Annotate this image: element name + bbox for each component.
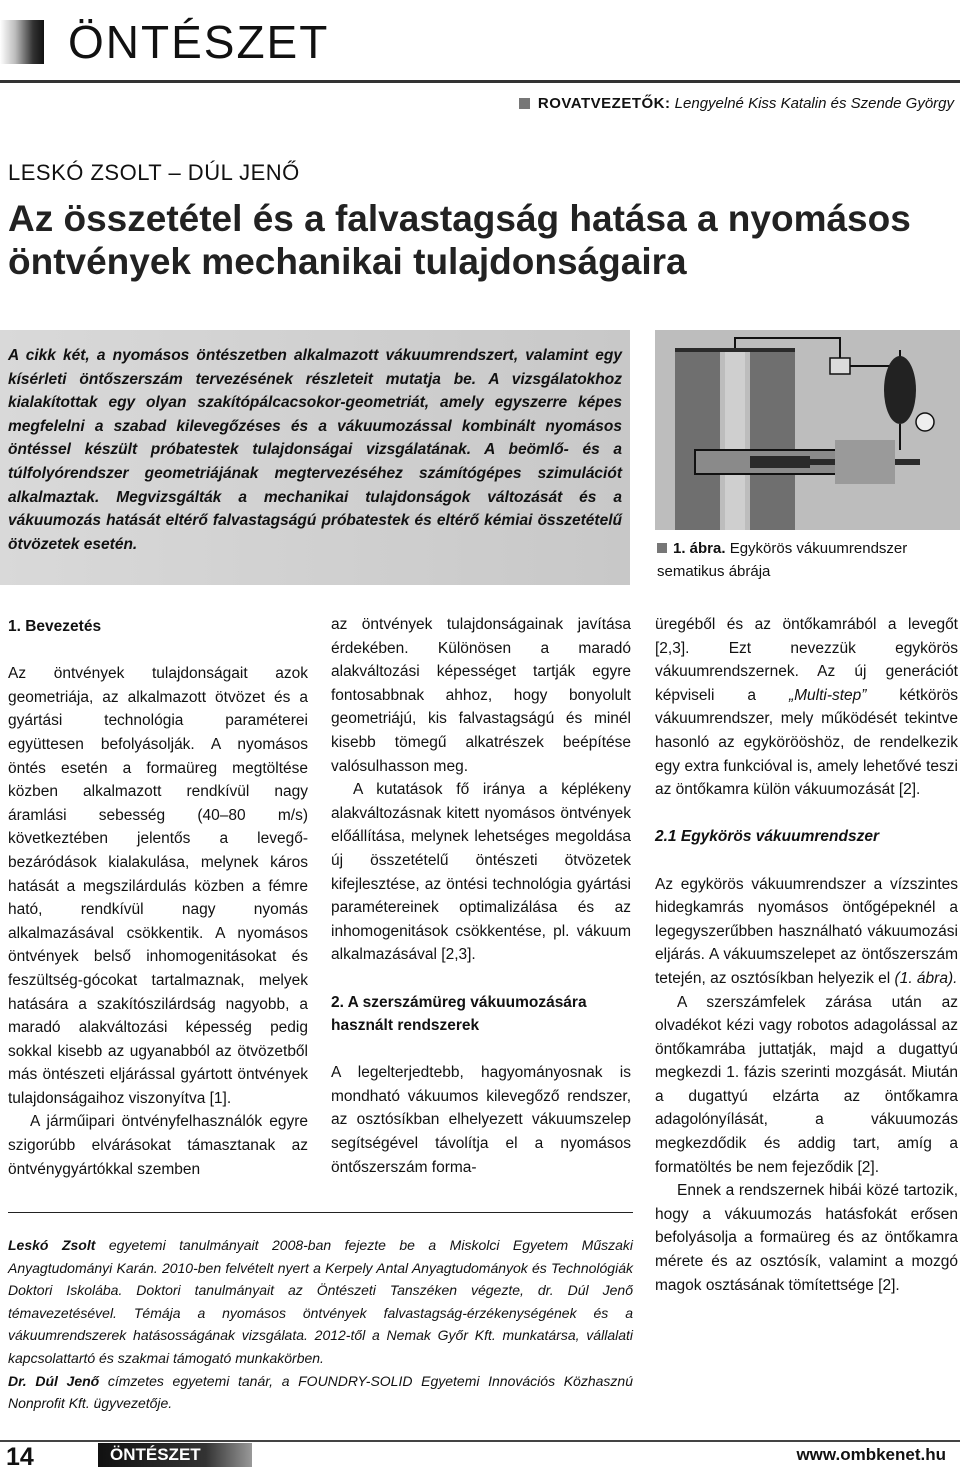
paragraph: A szerszámfelek zárása után az olvadékot kézi vagy robotos adagolással az öntőkamrába juttatják, majd a dugattyú megkezdi 1. fázis szerinti mozgását. Miután a dugattyú elzárta az öntőkamra adagolónyílását, a vákuumozás megkezdődik és addig tart, amíg a formatöltés be nem fejeződik [2]. [655, 993, 958, 1176]
square-bullet-icon [657, 543, 667, 553]
text-run: Az egykörös vákuumrendszer a vízszintes hidegkamrás nyomásos öntőgépeknél a legegyszerűbben használható vákuumozási eljárás. A vákuumszelepet az öntőszerszám tetején, az osztósíkban helyezik el [655, 875, 958, 987]
article-title: Az összetétel és a falvastagság hatása a nyomásos öntvények mechanikai tulajdonságaira [8, 198, 911, 282]
paragraph: Az öntvények tulajdonságait azok geometriája, az alkalmazott ötvözet és a gyártási technológia paraméterei együttesen befolyásolják. A nyomásos öntés esetén a formaüreg megtöltése közben alkalmazott rendkívül nagy áramlási sebesség (40–80 m/s) következtében jelentős a levegő-bezáródások kialakulása, melynek káros hatását a megszilárdulás közben a fémre ható, rendkívül nagy nyomás alkalmazásával csökkentik. A nyomásos öntvények belső inhomogenitásokat és feszültség-gócokat tartalmaznak, melyek hatására a szakítószilárdság nagyobb, a maradó alakváltozási képesség pedig sokkal kisebb az ugyanabból az ötvözetből más öntészeti eljárással gyártott öntvények tulajdonságaihoz viszonyítva [1]. [8, 665, 308, 1107]
bio-name: Dr. Dúl Jenő [8, 1372, 100, 1389]
bio-name: Leskó Zsolt [8, 1237, 96, 1253]
column-editors-label: ROVATVEZETŐK: [537, 95, 671, 112]
text-run: üregéből és az öntőkamrából a levegőt [2,3]. Ezt nevezzük egykörös vákuumrendszernek. Az új generációt képviseli a [655, 616, 958, 704]
bio-text: címzetes egyetemi tanár, a FOUNDRY-SOLID Egyetemi Innovációs Közhasznú Nonprofit Kft. ügyvezetője. [8, 1372, 633, 1412]
footer-url[interactable]: www.ombkenet.hu [796, 1445, 946, 1464]
section-heading-vacuum-systems: 2. A szerszámüreg vákuumozására használt rendszerek [331, 993, 587, 1035]
bio-divider [8, 1212, 633, 1213]
square-bullet-icon [519, 98, 530, 109]
header-divider [0, 80, 960, 83]
bio-text: egyetemi tanulmányait 2008-ban fejezte be a Miskolci Egyetem Műszaki Anyagtudományi Karán. 2010-ben felvételt nyert a Kerpely Antal Anyagtudományok és Technológiák Doktori Iskolába. Doktori tanulmányait az Öntészeti Tanszéken végezte, dr. Dúl Jenő témavezetésével. Témája a nyomásos öntvények falvastagság-érzékenységének és a vákuumrendszerek hatásosságának vizsgálata. 2012-től a Nemak Győr Kft. munkatársa, vállalati kapcsolattartó és szakmai támogató munkakörben. [8, 1237, 633, 1366]
section-marker-icon [0, 20, 44, 64]
section-title: ÖNTÉSZET [68, 16, 330, 68]
figure-label: 1. ábra. [673, 540, 726, 557]
paragraph: A kutatások fő iránya a képlékeny alakváltozásnak kitett nyomásos öntvények előállítása, melynek lehetséges megoldása új összetételű öntészeti ötvözetek kifejlesztése, az öntési technológia gyártási paramétereinek optimalizálása és az inhomogenitások csökkentése, pl. vákuum alkalmazásával [2,3]. [331, 781, 631, 964]
section-heading-single-circuit: 2.1 Egykörös vákuumrendszer [655, 828, 879, 846]
abstract-text: A cikk két, a nyomásos öntészetben alkalmazott vákuumrendszert, valamint egy kísérleti öntőszerszám tervezésének részleteit mutatja be. A vizsgálatokhoz kialakítottak egy olyan szakítópálcacsokor-geometriát, amely egyszerre képes megfelelni a szabad kilevegőzéses és a vákuumozással kombinált nyomásos öntéssel készült próbatestek tulajdonságai vizsgálatának. A beömlő- és a túlfolyórendszer geometriájának megtervezéséhez számítógépes szimulációt alkalmaztak. Megvizsgálták a mechanikai tulajdonságok változását és a vákuumozás hatását eltérő falvastagságú próbatestek és eltérő kémiai összetételű ötvözetek esetén. [8, 347, 622, 553]
figure-caption [657, 537, 957, 583]
text-column-3 [655, 613, 958, 1297]
paragraph [655, 613, 958, 802]
paragraph: A járműipari öntvényfelhasználók egyre szigorúbb elvárásokat támasztanak az öntvénygyártókkal szemben [8, 1113, 308, 1178]
column-editors-names: Lengyelné Kiss Katalin és Szende György [670, 95, 954, 112]
paragraph: A legelterjedtebb, hagyományosnak is mondható vákuumos kilevegőző rendszer, az osztósíkban elhelyezett vákuumszelep segítségével távolítja el a nyomásos öntőszerszám forma- [331, 1064, 631, 1176]
paragraph [655, 873, 958, 991]
page-number: 14 [6, 1443, 34, 1471]
abstract-box [0, 330, 630, 585]
article-authors: LESKÓ ZSOLT – DÚL JENŐ [8, 160, 300, 185]
section-heading-intro: 1. Bevezetés [8, 618, 102, 635]
emphasis-text: (1. ábra). [894, 969, 958, 987]
text-column-2 [331, 613, 631, 1179]
footer-section-tag: ÖNTÉSZET [98, 1443, 252, 1467]
vacuum-system-schematic [655, 330, 960, 530]
text-column-1 [8, 615, 308, 1181]
footer-divider [0, 1440, 960, 1442]
paragraph: Ennek a rendszernek hibái közé tartozik, hogy a vákuumozás hatásfokát erősen befolyásolja a formaüreg és az öntőkamra mérete és az osztósík, valamint a mozgó magok osztásának tömítettsége [2]. [655, 1182, 958, 1294]
figure-caption-text: Egykörös vákuumrendszer sematikus ábrája [657, 540, 908, 580]
paragraph: az öntvények tulajdonságainak javítása érdekében. Különösen a maradó alakváltozási képességet tartják egyre fontosabbnak ahhoz, hogy bonyolult geometriájú, kis falvastagságú és minél kisebb tömegű alkatrészek beépítése valósulhasson meg. [331, 616, 631, 775]
text-run: kétkörös vákuumrendszer, mely működését tekintve hasonló az egykörööshöz, de rendelkezik egy extra funkcióval is, amely lehetővé teszi az öntőkamra külön vákuumozását [2]. [655, 686, 958, 799]
column-editors [519, 95, 954, 113]
emphasis-text: „Multi-step” [788, 686, 867, 704]
author-bio [8, 1234, 633, 1415]
figure-vacuum-system-diagram [655, 330, 960, 530]
